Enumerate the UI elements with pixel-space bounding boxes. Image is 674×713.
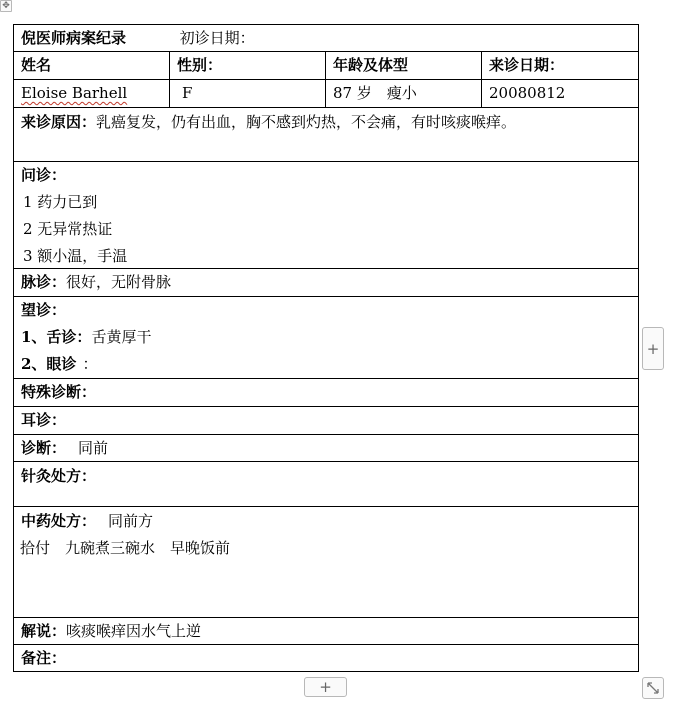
eye-text: ： — [82, 355, 98, 373]
plus-icon: + — [646, 339, 660, 358]
age-cell[interactable] — [326, 80, 482, 107]
gender-cell[interactable] — [170, 80, 326, 107]
observation-label: 望诊： — [21, 301, 67, 319]
notes-label: 备注： — [21, 649, 67, 667]
diagnosis-cell[interactable] — [13, 435, 639, 462]
first-visit-label: 初诊日期： — [179, 29, 255, 47]
herbal-text: 同前方 — [108, 512, 154, 530]
add-row-button[interactable] — [304, 677, 347, 697]
ear-label: 耳诊： — [21, 411, 67, 429]
name-label: 姓名 — [14, 52, 170, 79]
visit-date-label: 来诊日期： — [489, 56, 565, 74]
visit-reason-label: 来诊原因： — [21, 113, 97, 131]
herbal-label: 中药处方： — [21, 512, 97, 530]
inquiry-item: 1 药力已到 — [23, 193, 98, 211]
explanation-text: 咳痰喉痒因水气上逆 — [66, 622, 202, 640]
header-row — [13, 24, 639, 52]
visit-date-value: 20080812 — [489, 84, 566, 102]
tongue-text: 舌黄厚干 — [91, 328, 152, 346]
notes-cell[interactable] — [13, 645, 639, 672]
inquiry-item: 2 无异常热证 — [23, 220, 113, 238]
herbal-cell[interactable] — [13, 507, 639, 618]
inquiry-cell[interactable] — [13, 162, 639, 269]
acupuncture-label: 针灸处方： — [21, 467, 97, 485]
ear-cell[interactable] — [13, 407, 639, 435]
name-cell[interactable] — [14, 80, 170, 107]
visit-date-cell[interactable] — [482, 80, 638, 107]
visit-reason-cell[interactable] — [13, 108, 639, 162]
eye-label: 2、眼诊 — [21, 355, 77, 373]
observation-cell[interactable] — [13, 297, 639, 379]
resize-diagonal-icon — [646, 681, 660, 695]
inquiry-label: 问诊： — [21, 166, 67, 184]
special-diagnosis-cell[interactable] — [13, 379, 639, 407]
inquiry-item: 3 额小温，手温 — [23, 247, 128, 265]
pulse-label: 脉诊： — [21, 273, 67, 291]
tongue-label: 1、舌诊： — [21, 328, 92, 346]
info-value-row — [13, 80, 639, 108]
age-value: 87 岁 瘦小 — [333, 84, 417, 102]
info-label-row — [13, 52, 639, 80]
explanation-label: 解说： — [21, 622, 67, 640]
gender-value: F — [182, 84, 193, 102]
medical-record-table — [13, 24, 639, 672]
acupuncture-cell[interactable] — [13, 462, 639, 507]
diagnosis-text: 同前 — [78, 439, 109, 457]
visit-reason-text: 乳癌复发，仍有出血，胸不感到灼热，不会痛，有时咳痰喉痒。 — [96, 113, 517, 131]
table-move-handle[interactable]: ✥ — [0, 0, 12, 12]
age-label: 年龄及体型 — [326, 52, 482, 79]
herbal-instructions: 拾付 九碗煮三碗水 早晚饭前 — [20, 539, 231, 557]
gender-label: 性别： — [170, 52, 326, 79]
plus-icon: + — [319, 678, 332, 696]
explanation-cell[interactable] — [13, 618, 639, 645]
pulse-text: 很好，无附骨脉 — [66, 273, 172, 291]
special-diagnosis-label: 特殊诊断： — [21, 383, 97, 401]
diagnosis-label: 诊断： — [21, 439, 67, 457]
patient-name: Eloise Barhell — [21, 84, 128, 102]
table-resize-handle[interactable] — [642, 677, 664, 699]
add-column-button[interactable] — [642, 327, 664, 370]
record-title: 倪医师病案纪录 — [21, 29, 127, 47]
pulse-cell[interactable] — [13, 269, 639, 297]
